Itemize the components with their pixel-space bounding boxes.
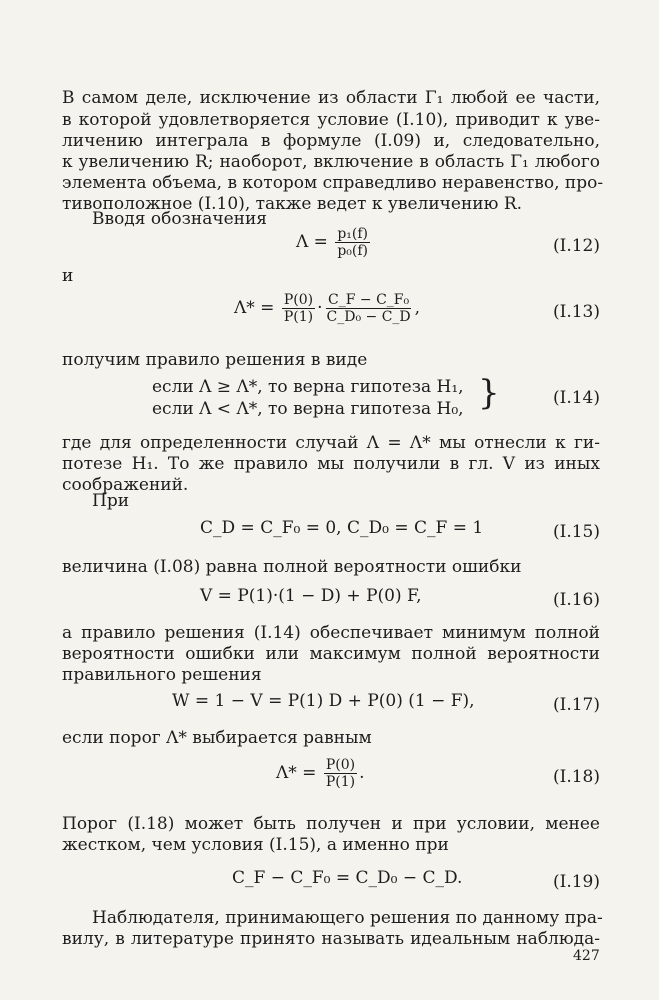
- denominator: C_D₀ − C_D: [326, 309, 411, 325]
- text-line: вероятности ошибки или максимум полной вероятности: [62, 644, 600, 664]
- eq-row: если Λ ≥ Λ*, то верна гипотеза H₁,: [152, 377, 464, 397]
- equation-1-13: Λ* = $\frac{P(0)}{P(1)}$ · $\frac{\text{C\_F − C\_F₀}}{\text{C\_D₀ − C\_D}}$ , (I.13): [234, 292, 600, 325]
- text-line: и: [62, 266, 74, 286]
- equation-number: (I.15): [552, 522, 600, 542]
- eq-lhs: Λ* =: [276, 763, 317, 783]
- eq-body: V = P(1)·(1 − D) + P(0) F,: [200, 586, 422, 606]
- equation-number: (I.19): [552, 872, 600, 892]
- equation-1-17: [62, 685, 600, 725]
- equation-number: (I.14): [552, 388, 600, 408]
- text-line: В самом деле, исключение из области Γ₁ любой ее части,: [62, 88, 600, 108]
- right-brace: }: [478, 373, 500, 413]
- text-line: Вводя обозначения: [92, 209, 268, 229]
- equation-number: (I.17): [552, 695, 600, 715]
- equation-1-19: [62, 862, 600, 902]
- denominator: P(1): [325, 774, 356, 790]
- eq-tail: .: [359, 763, 365, 783]
- equation-1-16: [62, 580, 600, 620]
- equation-1-15: [62, 512, 600, 552]
- text-line: При: [92, 491, 130, 511]
- text-line: жестком, чем условия (I.15), а именно при: [62, 835, 449, 855]
- eq-lhs: Λ* =: [234, 298, 275, 318]
- fraction: [325, 292, 413, 325]
- equation-number: (I.13): [552, 302, 600, 322]
- numerator: p₁(f): [337, 226, 369, 242]
- equation-1-18: [62, 757, 600, 797]
- text-line: вилу, в литературе принято называть идеальным наблюда-: [62, 929, 600, 949]
- denominator: P(1): [283, 309, 314, 325]
- text-line: Порог (I.18) может быть получен и при условии, менее: [62, 814, 600, 834]
- equation-number: (I.16): [552, 590, 600, 610]
- equation-1-14: [62, 373, 600, 420]
- numerator: P(0): [283, 292, 314, 308]
- eq-tail: ,: [414, 298, 421, 318]
- eq-lhs: Λ =: [296, 232, 328, 252]
- text-line: величина (I.08) равна полной вероятности ошибки: [62, 557, 522, 577]
- eq-body: C_F − C_F₀ = C_D₀ − C_D.: [232, 868, 463, 888]
- text-line: правильного решения: [62, 665, 262, 685]
- text-line: получим правило решения в виде: [62, 350, 368, 370]
- fraction: [282, 292, 315, 325]
- text-line: где для определенности случай Λ = Λ* мы отнесли к ги-: [62, 433, 600, 453]
- text-line: личению интеграла в формуле (I.09) и, следовательно,: [62, 131, 600, 151]
- text-line: а правило решения (I.14) обеспечивает минимум полной: [62, 623, 600, 643]
- equation-number: (I.18): [552, 767, 600, 787]
- numerator: C_F − C_F₀: [328, 292, 410, 308]
- eq-body: C_D = C_F₀ = 0, C_D₀ = C_F = 1: [200, 518, 484, 538]
- denominator: p₀(f): [337, 243, 369, 259]
- text-line: элемента объема, в котором справедливо неравенство, про-: [62, 173, 604, 193]
- text-line: в которой удовлетворяется условие (I.10), приводит к уве-: [62, 110, 600, 130]
- equation-1-12: [62, 226, 600, 266]
- page-number: 427: [573, 948, 600, 964]
- eq-body: W = 1 − V = P(1) D + P(0) (1 − F),: [172, 691, 475, 711]
- fraction: [335, 226, 370, 259]
- text-line: соображений.: [62, 475, 189, 495]
- text-line: к увеличению R; наоборот, включение в область Γ₁ любого: [62, 152, 600, 172]
- fraction: [324, 757, 357, 790]
- text-line: потезе H₁. То же правило мы получили в гл. V из иных: [62, 454, 600, 474]
- text-line: тивоположное (I.10), также ведет к увеличению R.: [62, 194, 523, 214]
- numerator: P(0): [325, 757, 356, 773]
- text-line: Наблюдателя, принимающего решения по данному пра-: [92, 908, 603, 928]
- text-line: если порог Λ* выбирается равным: [62, 728, 372, 748]
- eq-row: если Λ < Λ*, то верна гипотеза H₀,: [152, 399, 464, 419]
- equation-number: (I.12): [552, 236, 600, 256]
